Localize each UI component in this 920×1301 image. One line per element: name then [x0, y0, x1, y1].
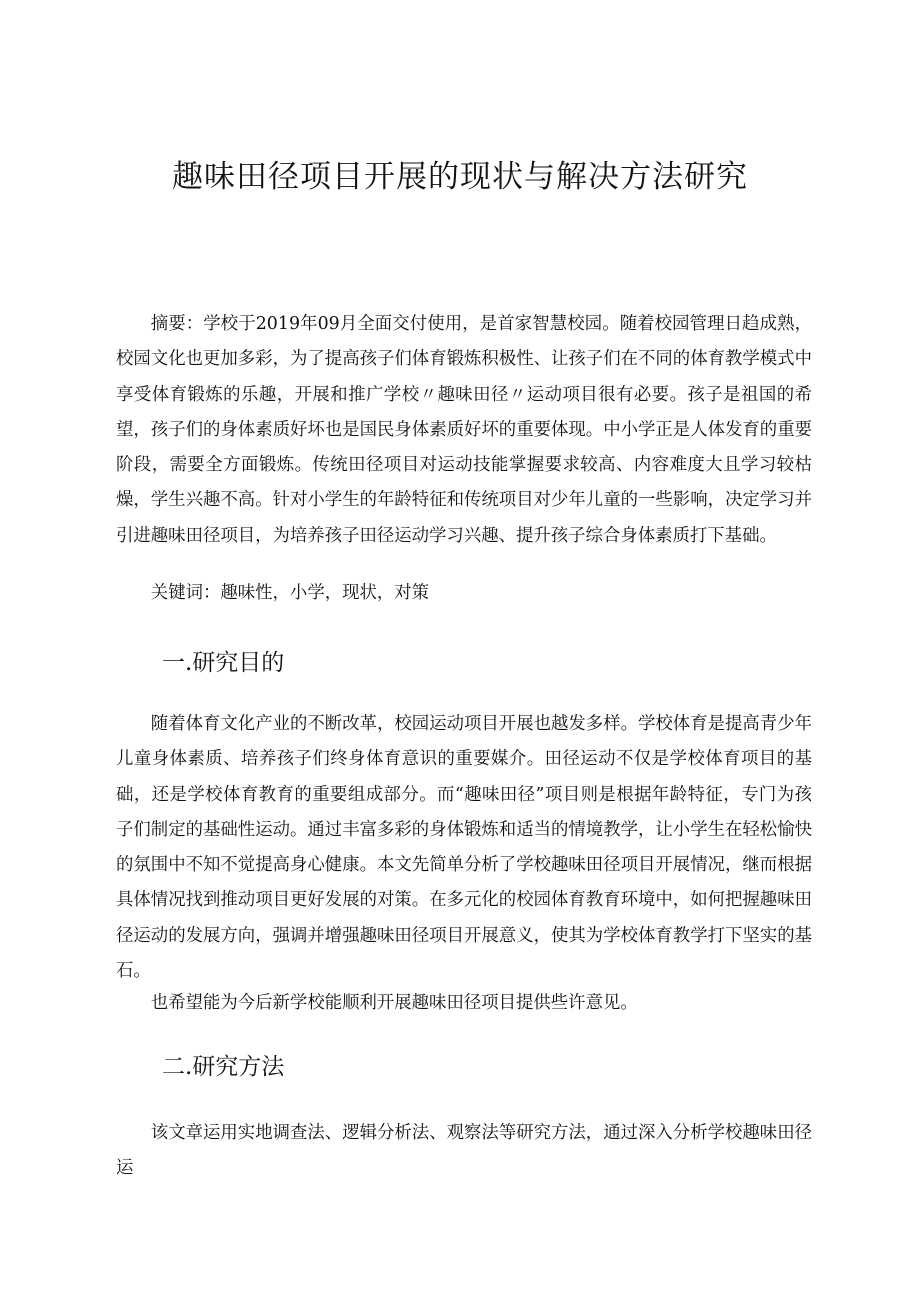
- research-method-paragraph: 该文章运用实地调查法、逻辑分析法、观察法等研究方法，通过深入分析学校趣味田径运: [116, 1123, 812, 1179]
- document-title: 趣味田径项目开展的现状与解决方法研究: [172, 159, 748, 195]
- research-purpose-paragraph: 随着体育文化产业的不断改革，校园运动项目开展也越发多样。学校体育是提高青少年儿童身体素质、培养孩子们终身体育意识的重要媒介。田径运动不仅是学校体育项目的基础，还是学校体育教育的重要组成部分。而“趣味田径”项目则是根据年龄特征，专门为孩子们制定的基础性运动。通过丰富多彩的身体锻炼和适当的情境教学，让小学生在轻松愉快的氛围中不知不觉提高身心健康。本文先简单分析了学校趣味田径项目开展情况，继而根据具体情况找到推动项目更好发展的对策。在多元化的校园体育教育环境中，如何把握趣味田径运动的发展方向，强调并增强趣味田径项目开展意义，使其为学校体育教学打下坚实的基石。: [116, 714, 812, 982]
- section-heading-research-purpose: 一.研究目的: [162, 650, 285, 676]
- research-purpose-closing-paragraph: 也希望能为今后新学校能顺利开展趣味田径项目提供些许意见。: [150, 993, 638, 1013]
- keywords-line: 关键词：趣味性，小学，现状，对策: [150, 583, 430, 603]
- abstract-paragraph: 摘要：学校于2019年09月全面交付使用，是首家智慧校园。随着校园管理日趋成熟，校园文化也更加多彩，为了提高孩子们体育锻炼积极性、让孩子们在不同的体育教学模式中享受体育锻炼的乐趣，开展和推广学校〃趣味田径〃运动项目很有必要。孩子是祖国的希望，孩子们的身体素质好坏也是国民身体素质好坏的重要体现。中小学正是人体发育的重要阶段，需要全方面锻炼。传统田径项目对运动技能掌握要求较高、内容难度大且学习较枯燥，学生兴趣不高。针对小学生的年龄特征和传统项目对少年儿童的一些影响，决定学习并引进趣味田径项目，为培养孩子田径运动学习兴趣、提升孩子综合身体素质打下基础。: [116, 314, 812, 546]
- section-heading-research-method: 二.研究方法: [162, 1054, 285, 1080]
